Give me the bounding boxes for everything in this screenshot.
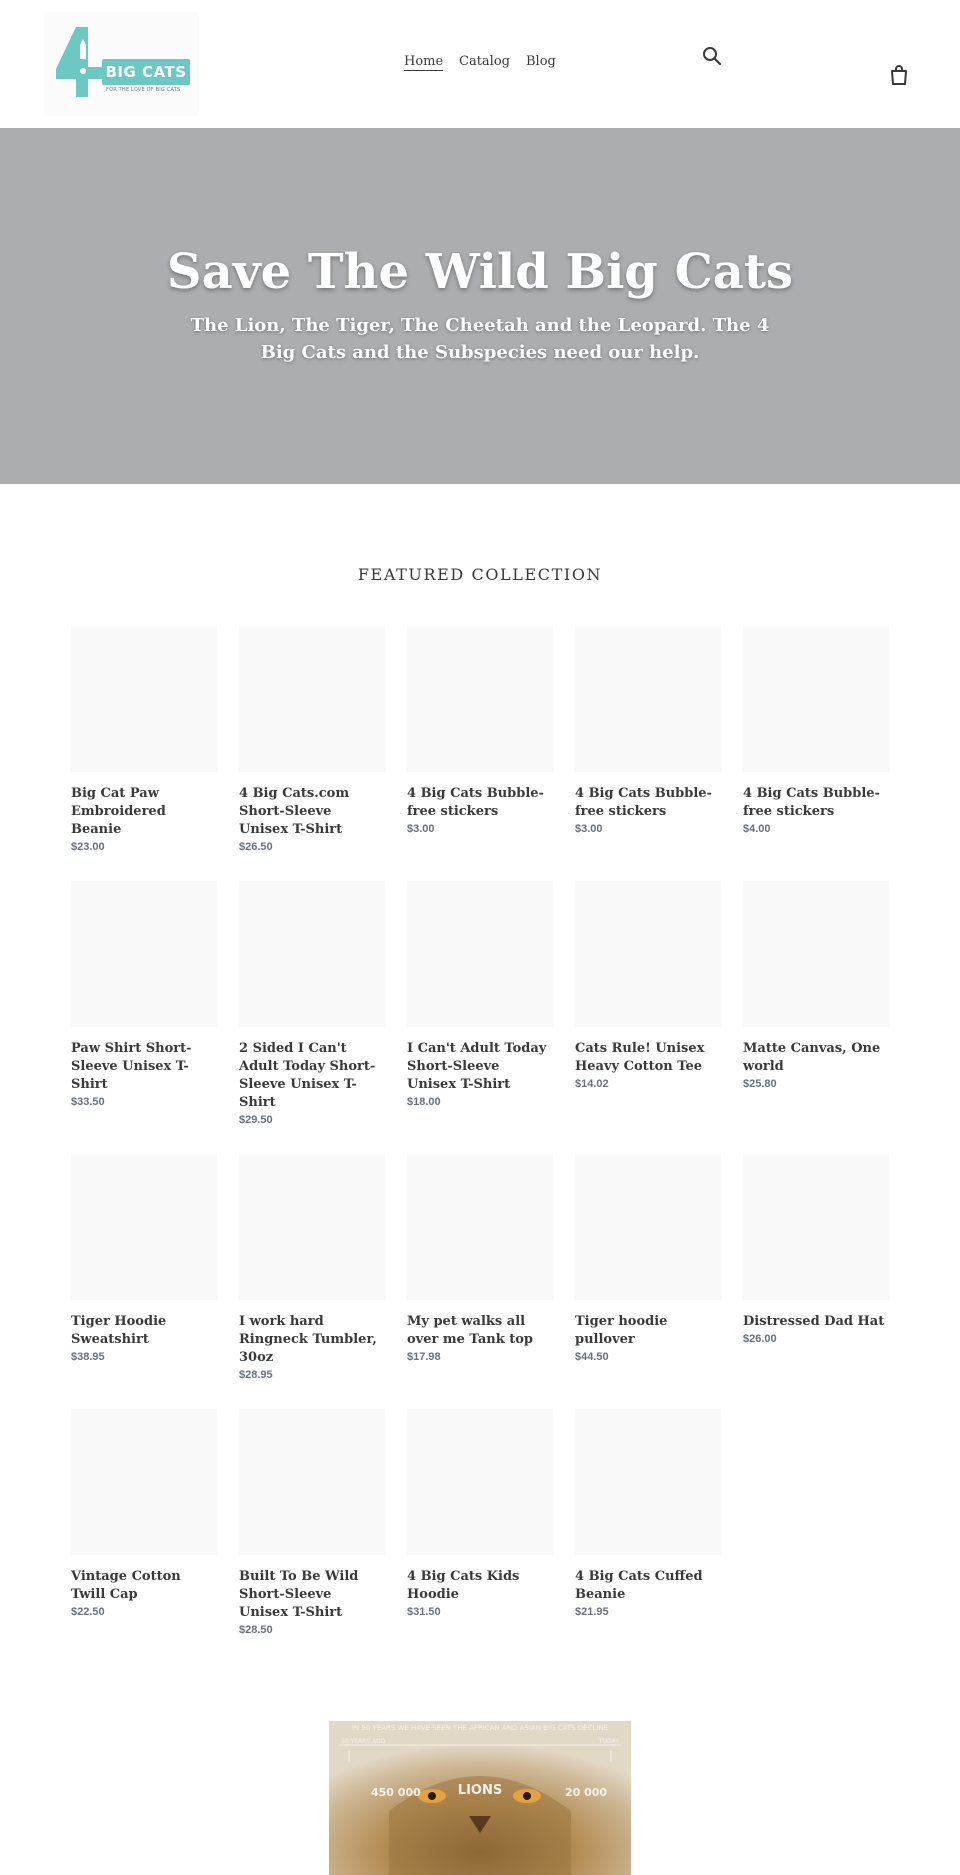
product-image[interactable] xyxy=(71,1154,217,1300)
product-card[interactable] xyxy=(743,1154,889,1345)
product-image[interactable] xyxy=(239,1154,385,1300)
product-price: $29.50 xyxy=(239,1114,273,1126)
product-card[interactable] xyxy=(71,1154,217,1363)
product-price: $26.50 xyxy=(239,841,273,853)
lion-infographic-graphic xyxy=(329,1721,631,1875)
product-image[interactable] xyxy=(239,626,385,772)
product-price: $18.00 xyxy=(407,1096,441,1108)
product-image[interactable] xyxy=(743,1154,889,1300)
logo-wordmark-text: BIG CATS xyxy=(105,63,187,81)
infographic-left-value: 450 000 xyxy=(371,1786,421,1799)
product-image[interactable] xyxy=(239,1409,385,1555)
product-price: $3.00 xyxy=(575,823,603,835)
product-image[interactable] xyxy=(407,1154,553,1300)
nav-blog[interactable]: Blog xyxy=(526,54,556,69)
product-card[interactable] xyxy=(743,626,889,835)
hero-banner xyxy=(0,128,960,484)
product-price: $14.02 xyxy=(575,1078,609,1090)
product-name[interactable]: Big Cat Paw Embroidered Beanie xyxy=(71,786,166,837)
product-price: $22.50 xyxy=(71,1606,105,1618)
product-name[interactable]: Matte Canvas, One world xyxy=(743,1041,881,1074)
product-price: $33.50 xyxy=(71,1096,105,1108)
product-image[interactable] xyxy=(239,881,385,1027)
product-price: $28.95 xyxy=(239,1369,273,1381)
product-name[interactable]: 4 Big Cats.com Short-Sleeve Unisex T-Shirt xyxy=(239,786,350,837)
product-card[interactable] xyxy=(71,881,217,1108)
product-image[interactable] xyxy=(743,626,889,772)
product-price: $31.50 xyxy=(407,1606,441,1618)
product-price: $25.80 xyxy=(743,1078,777,1090)
product-image[interactable] xyxy=(575,626,721,772)
product-name[interactable]: 4 Big Cats Bubble-free stickers xyxy=(575,786,712,819)
product-card[interactable] xyxy=(575,1154,721,1363)
product-name[interactable]: I work hard Ringneck Tumbler, 30oz xyxy=(239,1314,377,1365)
lion-infographic-image xyxy=(329,1721,631,1875)
product-card[interactable] xyxy=(743,881,889,1090)
product-name[interactable]: Vintage Cotton Twill Cap xyxy=(71,1569,181,1602)
nav-catalog[interactable]: Catalog xyxy=(459,54,510,69)
featured-collection-title: FEATURED COLLECTION xyxy=(357,565,603,584)
product-card[interactable] xyxy=(239,1154,385,1381)
product-name[interactable]: I Can't Adult Today Short-Sleeve Unisex T-Shirt xyxy=(407,1041,547,1092)
nav-home[interactable]: Home xyxy=(404,54,444,69)
product-image[interactable] xyxy=(575,1409,721,1555)
product-price: $21.95 xyxy=(575,1606,609,1618)
product-card[interactable] xyxy=(239,1409,385,1636)
product-name[interactable]: Tiger hoodie pullover xyxy=(575,1314,668,1347)
product-price: $44.50 xyxy=(575,1351,609,1363)
product-price: $4.00 xyxy=(743,823,771,835)
infographic-right-value: 20 000 xyxy=(565,1786,608,1799)
product-card[interactable] xyxy=(71,626,217,853)
product-name[interactable]: 4 Big Cats Bubble-free stickers xyxy=(743,786,880,819)
product-price: $38.95 xyxy=(71,1351,105,1363)
cart-button[interactable] xyxy=(887,63,911,87)
product-image[interactable] xyxy=(407,626,553,772)
product-card[interactable] xyxy=(71,1409,217,1618)
product-image[interactable] xyxy=(407,1409,553,1555)
product-card[interactable] xyxy=(575,626,721,835)
search-icon xyxy=(700,44,724,68)
site-header xyxy=(0,0,960,128)
product-card[interactable] xyxy=(575,881,721,1090)
product-card[interactable] xyxy=(407,626,553,835)
product-card[interactable] xyxy=(239,881,385,1126)
product-name[interactable]: Tiger Hoodie Sweatshirt xyxy=(71,1314,167,1347)
product-price: $17.98 xyxy=(407,1351,441,1363)
product-card[interactable] xyxy=(239,626,385,853)
product-card[interactable] xyxy=(575,1409,721,1618)
product-name[interactable]: Distressed Dad Hat xyxy=(743,1314,885,1329)
product-image[interactable] xyxy=(575,1154,721,1300)
product-price: $28.50 xyxy=(239,1624,273,1636)
product-name[interactable]: 4 Big Cats Bubble-free stickers xyxy=(407,786,544,819)
product-image[interactable] xyxy=(71,881,217,1027)
product-name[interactable]: 2 Sided I Can't Adult Today Short-Sleeve Unisex T-Shirt xyxy=(239,1041,376,1110)
product-price: $23.00 xyxy=(71,841,105,853)
product-card[interactable] xyxy=(407,881,553,1108)
product-card[interactable] xyxy=(407,1409,553,1618)
product-image[interactable] xyxy=(575,881,721,1027)
product-name[interactable]: Paw Shirt Short-Sleeve Unisex T-Shirt xyxy=(71,1041,192,1092)
product-name[interactable]: Built To Be Wild Short-Sleeve Unisex T-Shirt xyxy=(239,1569,359,1620)
product-image[interactable] xyxy=(71,1409,217,1555)
main-nav xyxy=(0,54,960,74)
product-name[interactable]: 4 Big Cats Kids Hoodie xyxy=(407,1569,520,1602)
hero-subtitle: The Lion, The Tiger, The Cheetah and the Leopard. The 4 Big Cats and the Subspecies need our help. xyxy=(190,315,770,363)
infographic-right-label: TODAY xyxy=(598,1738,619,1745)
product-price: $26.00 xyxy=(743,1333,777,1345)
infographic-heading: IN 50 YEARS WE HAVE SEEN THE AFRICAN AND ASIAN BIG CATS DECLINE xyxy=(351,1724,609,1732)
hero-title: Save The Wild Big Cats xyxy=(166,244,794,300)
product-name[interactable]: My pet walks all over me Tank top xyxy=(407,1314,534,1347)
logo-tagline: FOR THE LOVE OF BIG CATS xyxy=(106,87,181,93)
infographic-left-label: 50 YEARS AGO xyxy=(341,1738,386,1745)
product-image[interactable] xyxy=(71,626,217,772)
product-image[interactable] xyxy=(743,881,889,1027)
product-price: $3.00 xyxy=(407,823,435,835)
product-name[interactable]: Cats Rule! Unisex Heavy Cotton Tee xyxy=(575,1041,705,1074)
infographic-animal: LIONS xyxy=(457,1783,503,1798)
search-button[interactable] xyxy=(700,44,724,68)
product-name[interactable]: 4 Big Cats Cuffed Beanie xyxy=(575,1569,703,1602)
product-image[interactable] xyxy=(407,881,553,1027)
product-card[interactable] xyxy=(407,1154,553,1363)
cart-icon xyxy=(887,63,911,87)
